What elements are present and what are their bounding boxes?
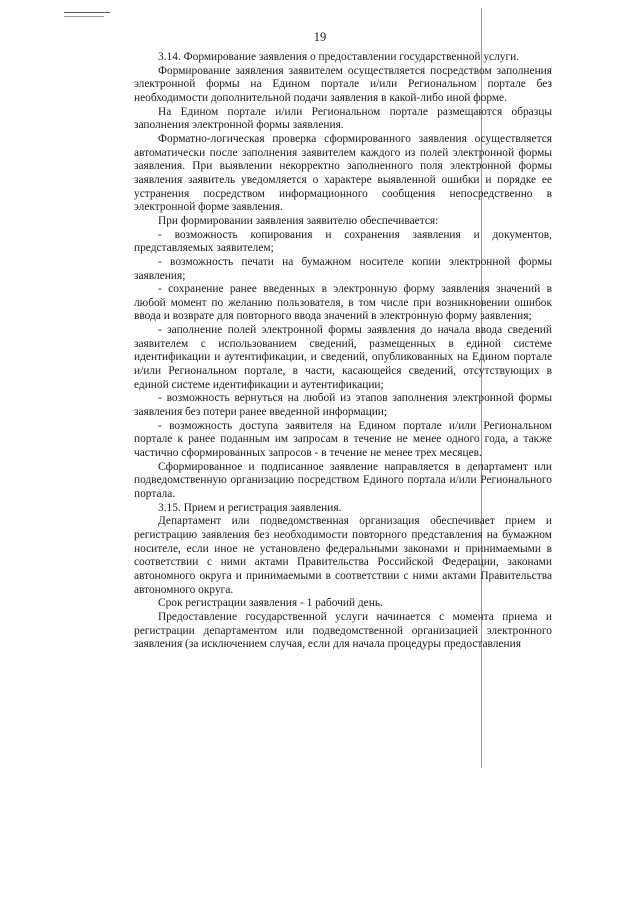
- paragraph: На Едином портале и/или Региональном портале размещаются образцы заполнения электронной формы заявления.: [134, 105, 552, 132]
- scan-artifact-mark: [64, 16, 104, 17]
- list-item: - возможность печати на бумажном носителе копии электронной формы заявления;: [134, 255, 552, 282]
- paragraph: Департамент или подведомственная организация обеспечивает прием и регистрацию заявления без необходимости повторного представления на бумажном носителе, если иное не установлено федеральными законами и принимаемыми в соответствии с ними актами Правительства Российской Федерации, законами автономного округа и принимаемыми в соответствии с ними актами Правительства автономного округа.: [134, 515, 552, 596]
- list-item: - возможность вернуться на любой из этапов заполнения электронной формы заявления без потери ранее введенной информации;: [134, 392, 552, 419]
- paragraph: Срок регистрации заявления - 1 рабочий день.: [158, 597, 383, 610]
- document-body: [134, 51, 552, 652]
- list-item: - заполнение полей электронной формы заявления до начала ввода сведений заявителем с использованием сведений, размещенных в единой системе идентификации и аутентификации, и сведений, опубликованных на Едином портале и/или Региональном портале, в части, касающейся сведений, отсутствующих в единой системе идентификации и аутентификации;: [134, 324, 552, 391]
- paragraph: Сформированное и подписанное заявление направляется в департамент или подведомственную организацию посредством Единого портала и/или Регионального портала.: [134, 460, 552, 500]
- paragraph: Формирование заявления заявителем осуществляется посредством заполнения электронной формы на Едином портале и/или Региональном портале без необходимости дополнительной подачи заявления в какой-либо иной форме.: [134, 64, 552, 104]
- paragraph: При формировании заявления заявителю обеспечивается:: [158, 214, 439, 227]
- list-item: - возможность доступа заявителя на Едином портале и/или Региональном портале к ранее поданным им запросам в течение не менее одного года, а также частично сформированных запросов - в течение не менее трех месяцев.: [134, 419, 552, 460]
- list-item: - возможность копирования и сохранения заявления и документов, представляемых заявителем;: [134, 228, 552, 255]
- list-item: - сохранение ранее введенных в электронную форму заявления значений в любой момент по желанию пользователя, в том числе при возникновении ошибок ввода и возврате для повторного ввода значений в электронную форму заявления;: [134, 283, 552, 323]
- page-number: 19: [313, 30, 327, 44]
- paragraph: 3.14. Формирование заявления о предоставлении государственной услуги.: [158, 51, 520, 63]
- paragraph: Форматно-логическая проверка сформированного заявления осуществляется автоматически после заполнения заявителем каждого из полей электронной формы заявления. При выявлении некорректно заполненного поля электронной формы заявления заявитель уведомляется о характере выявленной ошибки и порядке ее устранения посредством информационного сообщения непосредственно в электронной форме заявления.: [134, 132, 552, 214]
- paragraph: Предоставление государственной услуги начинается с момента приема и регистрации департаментом или подведомственной организацией электронного заявления (за исключением случая, если для начала процедуры предоставления: [134, 610, 552, 651]
- scan-artifact-mark: [64, 12, 110, 13]
- section-heading: 3.15. Прием и регистрация заявления.: [158, 501, 342, 514]
